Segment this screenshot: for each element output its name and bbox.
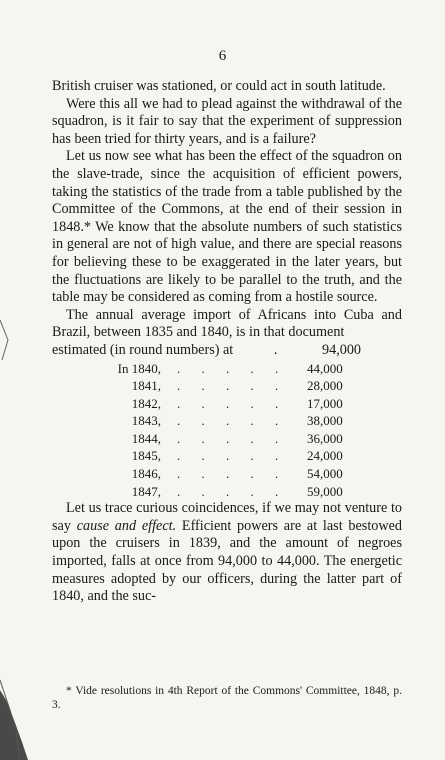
paragraph: British cruiser was stationed, or could act in south latitude. (52, 78, 386, 94)
page-number: 6 (218, 48, 227, 64)
table-count: 44,000 (307, 360, 343, 376)
table-leader: . . . . . (177, 413, 288, 429)
table-row (52, 377, 402, 395)
table-year: 1845, (131, 448, 161, 464)
table-count: 17,000 (307, 395, 343, 411)
table-row (52, 412, 402, 430)
table-year: 1841, (131, 378, 161, 394)
table-row (52, 395, 402, 413)
paragraph-text: Efficient powers are at last bestowed upon the cruisers in 1839, and the amount of negroes imported, falls at once from 94,000 to 44,000. The energetic measures adopted by our officers, during the latter part of 1840, and the suc- (52, 517, 402, 605)
table-leader: . . . . . (177, 360, 288, 376)
table-year: 1842, (131, 395, 161, 411)
paragraph: Let us now see what has been the effect of the squadron on the slave-trade, since the acquisition of efficient powers, taking the statistics of the trade from a table published by the Committee of the Commons, at the end of their session in 1848.* We know that the absolute numbers of such statistics in general are not of high value, and there are special reasons for believing these to be exaggerated in the later years, but the fluctuations are likely to be parallel to the truth, and the table may be considered as coming from a hostile source. (52, 148, 402, 306)
paragraph (52, 500, 402, 606)
page-binding-shadow (0, 670, 28, 760)
table-count: 28,000 (307, 378, 343, 394)
table-row (52, 360, 402, 378)
estimate-leader: . (273, 341, 282, 358)
table-count: 24,000 (307, 448, 343, 464)
table-count: 59,000 (307, 483, 343, 499)
paragraph-text: Let us trace curious coincidences, if we may not venture to say (52, 500, 402, 534)
table-row (52, 465, 402, 483)
table-year: 1847, (131, 483, 161, 499)
table-year: 1843, (131, 413, 161, 429)
footnote: * Vide resolutions in 4th Report of the Commons' Committee, 1848, p. 3. (52, 685, 402, 711)
table-year: 1846, (131, 466, 161, 482)
estimate-text: estimated (in round numbers) at (52, 341, 234, 358)
table-count: 36,000 (307, 430, 343, 446)
table-year: In 1840, (117, 360, 161, 376)
table-leader: . . . . . (177, 395, 288, 411)
table-leader: . . . . . (177, 483, 288, 499)
table-leader: . . . . . (177, 378, 288, 394)
table-row (52, 447, 402, 465)
table-count: 54,000 (307, 466, 343, 482)
import-table (52, 360, 402, 501)
estimate-line (52, 342, 402, 360)
table-year: 1844, (131, 430, 161, 446)
body-text (52, 78, 402, 606)
emphasis-text: cause and effect. (76, 517, 177, 534)
table-row (52, 483, 402, 501)
paragraph: The annual average import of Africans into Cuba and Brazil, between 1835 and 1840, is in that document (52, 306, 402, 341)
estimate-value: 94,000 (322, 341, 362, 358)
table-count: 38,000 (307, 413, 343, 429)
table-leader: . . . . . (177, 448, 288, 464)
page-edge-mark (0, 320, 12, 360)
paragraph: Were this all we had to plead against the withdrawal of the squadron, is it fair to say that the experiment of suppression has been tried for thirty years, and is a failure? (52, 95, 402, 147)
table-row (52, 430, 402, 448)
table-leader: . . . . . (177, 430, 288, 446)
table-leader: . . . . . (177, 466, 288, 482)
